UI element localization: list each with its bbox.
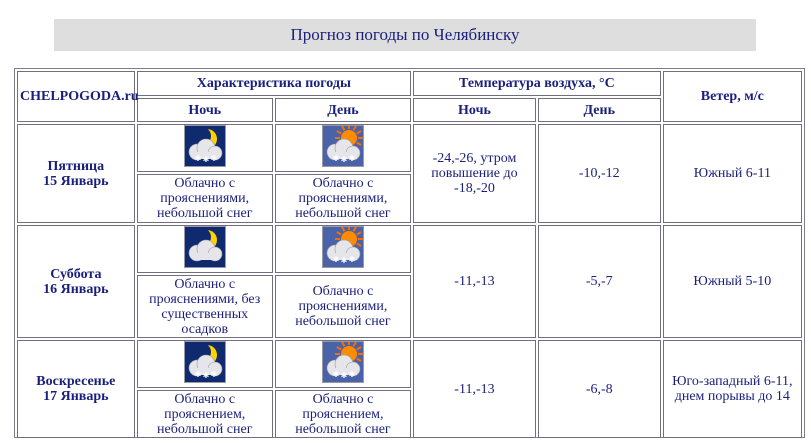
day-icon-cell	[275, 340, 411, 388]
weekday: Пятница	[47, 158, 105, 174]
night-description: Облачно с прояснениями, без существенных осадков	[137, 275, 273, 338]
svg-text:✱: ✱	[202, 155, 210, 164]
date: 15 Январь	[43, 173, 109, 189]
day-description: Облачно с прояснениями, небольшой снег	[275, 275, 411, 338]
weather-day-header: День	[275, 98, 411, 122]
temp-night: -11,-13	[413, 225, 536, 338]
temp-day: -5,-7	[538, 225, 661, 338]
svg-text:✱: ✱	[348, 154, 356, 163]
svg-text:✱: ✱	[340, 155, 348, 164]
temp-night-header: Ночь	[413, 98, 536, 122]
weather-night-header: Ночь	[137, 98, 273, 122]
night-description: Облачно с прояснениями, небольшой снег	[137, 174, 273, 223]
svg-text:✱: ✱	[202, 371, 210, 380]
wind-value: Южный 6-11	[663, 124, 802, 223]
temp-day-header: День	[538, 98, 661, 122]
svg-text:✱: ✱	[332, 255, 340, 264]
day-description: Облачно с прояснениями, небольшой снег	[275, 174, 411, 223]
night-description: Облачно с прояснением, небольшой снег	[137, 390, 273, 438]
day-label	[17, 124, 135, 223]
temp-day: -10,-12	[538, 124, 661, 223]
svg-text:✱: ✱	[194, 154, 202, 163]
wind-header: Ветер, м/с	[663, 71, 802, 122]
moon-cloud-snow-icon	[184, 341, 226, 383]
moon-cloud-icon	[184, 226, 226, 268]
sun-cloud-snow-icon	[322, 341, 364, 383]
day-icon-cell	[275, 225, 411, 273]
weekday: Суббота	[50, 266, 102, 282]
page-title: Прогноз погоды по Челябинску	[54, 19, 756, 51]
weekday: Воскресенье	[36, 374, 116, 389]
day-label	[17, 340, 135, 438]
site-name: CHELPOGODA.ru	[17, 71, 135, 122]
wind-value: Юго-западный 6-11, днем порывы до 14	[663, 340, 802, 438]
svg-text:✱: ✱	[340, 371, 348, 380]
day-description: Облачно с прояснением, небольшой снег	[275, 390, 411, 438]
night-icon-cell	[137, 124, 273, 172]
sun-cloud-snow-icon	[322, 125, 364, 167]
temp-night: -11,-13	[413, 340, 536, 438]
moon-cloud-snow-icon	[184, 125, 226, 167]
wind-value: Южный 5-10	[663, 225, 802, 338]
forecast-table	[15, 69, 804, 440]
svg-text:✱: ✱	[332, 370, 340, 379]
svg-text:✱: ✱	[210, 370, 218, 379]
temperature-header: Температура воздуха, °С	[413, 71, 661, 96]
forecast-table-frame	[14, 68, 805, 438]
svg-text:✱: ✱	[332, 154, 340, 163]
svg-text:✱: ✱	[348, 255, 356, 264]
date: 16 Январь	[43, 281, 109, 297]
day-icon-cell	[275, 124, 411, 172]
night-icon-cell	[137, 225, 273, 273]
svg-text:✱: ✱	[348, 370, 356, 379]
date: 17 Январь	[43, 389, 109, 404]
night-icon-cell	[137, 340, 273, 388]
svg-text:✱: ✱	[210, 154, 218, 163]
sun-cloud-snow-icon	[322, 226, 364, 268]
weather-header: Характеристика погоды	[137, 71, 411, 96]
temp-day: -6,-8	[538, 340, 661, 438]
day-label	[17, 225, 135, 338]
svg-text:✱: ✱	[194, 370, 202, 379]
svg-text:✱: ✱	[340, 256, 348, 265]
temp-night: -24,-26, утром повышение до -18,-20	[413, 124, 536, 223]
